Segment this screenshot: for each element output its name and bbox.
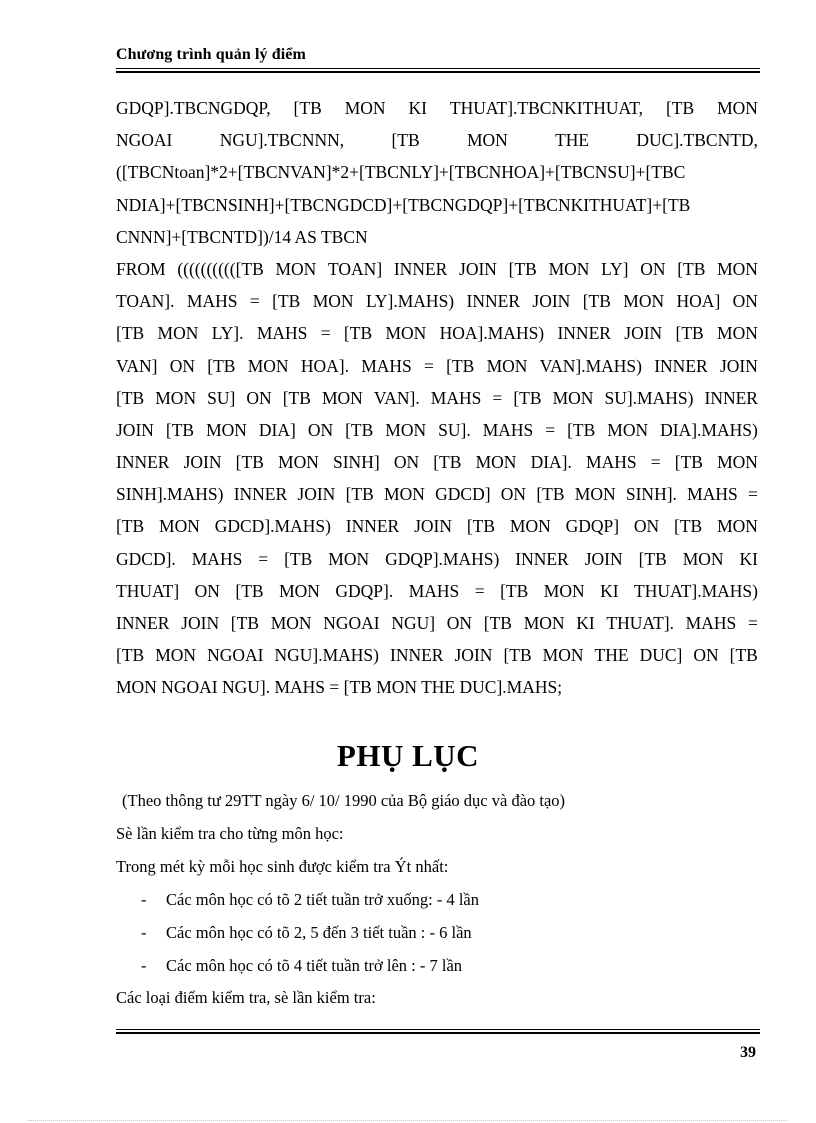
sql-word: [TB [235,452,264,473]
sql-word: = [650,452,661,473]
sql-word: MON NGOAI NGU]. MAHS = [TB MON THE DUC].MAHS; [116,677,563,698]
sql-word: SINH] [333,452,380,473]
sql-word: INNER [116,452,170,473]
sql-line [116,285,758,317]
sql-word: MON [552,387,594,408]
list-item [141,923,472,943]
sql-word: KI [408,98,427,118]
sql-word: DIA]. [530,452,572,473]
sql-word: ([TBCNtoan]*2+[TBCNVAN]*2+[TBCNLY]+[TBCNHOA]+[TBCNSU]+[TBC [116,162,686,183]
sql-word: = [320,323,331,344]
sql-line [116,350,758,382]
bullet-text: Các môn học có tõ 2 tiết tuần trở xuống: - 4 lần [166,890,479,909]
sql-word: [TB [536,484,565,505]
sql-line [116,446,758,478]
sql-word: MON [509,516,551,537]
sql-word: MON [466,130,508,151]
sql-word: NGOAI [323,613,380,633]
sql-word: MON [543,580,585,601]
sql-word: MON [155,645,197,666]
sql-word: MON [475,452,517,473]
sql-word: MON [247,355,289,376]
sql-word: JOIN [414,516,452,537]
sql-word: INNER [393,258,448,279]
sql-word: INNER [345,516,400,537]
sql-word: [TB [235,580,264,601]
sql-word: FROM [116,258,166,279]
sql-word: MON [159,516,200,537]
sql-word: [TB [116,516,145,537]
sql-word: ON [194,580,220,601]
sql-word: CNNN]+[TBCNTD])/14 AS TBCN [116,226,368,247]
bullet-dash-icon: - [141,890,147,909]
sql-word: SU] [207,387,236,408]
sql-line [116,510,758,542]
sql-line [116,221,758,253]
sql-word: = [492,387,503,408]
sql-line [116,92,758,124]
sql-word: [TB [466,516,496,537]
sql-word: TOAN] [328,258,383,279]
sql-word: MON [682,548,724,569]
sql-word: KI [739,548,758,569]
sql-word: MAHS [586,452,637,473]
sql-word: MON [275,258,317,279]
sql-word: MON [486,355,528,376]
sql-word: ON [169,355,196,376]
sql-word: GDQP].MAHS) [385,548,500,569]
sql-word: (((((((((([TB [177,258,264,279]
sql-word: INNER [233,484,288,505]
sql-word: [TB [483,613,512,633]
sql-word: JOIN [116,419,154,440]
sql-word: INNER [466,291,520,312]
sql-word: GDCD] [435,484,491,505]
sql-word: ON [393,452,420,473]
sql-word: MON [523,613,565,633]
sql-word: [TB [391,130,420,151]
appendix-note: (Theo thông tư 29TT ngày 6/ 10/ 1990 của Bộ giáo dục và đào tạo) [122,791,566,810]
sql-line [116,478,758,510]
sql-word: [TB [508,258,537,279]
sql-word: SU].MAHS) [604,387,694,408]
sql-line [116,317,758,349]
sql-word: MAHS [687,484,738,505]
list-item [141,890,479,910]
bullet-text: Các môn học có tõ 4 tiết tuần trở lên : - 7 lần [166,956,463,975]
page-bottom-divider [28,1120,788,1121]
sql-word: ON [640,258,666,279]
running-header-title: Chương trình quản lý điểm [116,46,306,63]
sql-word: JOIN [297,484,336,505]
sql-word: KI [576,613,595,633]
sql-word: [TB [433,452,462,473]
sql-word: MON [717,258,758,279]
sql-word: [TB [446,355,475,376]
sql-word: MON [206,419,247,440]
sql-word: INNER [116,613,170,633]
sql-line [116,671,758,703]
sql-line [116,124,758,156]
sql-word: MON [270,613,312,633]
list-item [141,956,462,976]
sql-word: HOA]. [300,355,349,376]
sql-word: [TB [284,548,313,569]
sql-word: VAN]. [373,387,420,408]
sql-word: MON [607,419,649,440]
sql-word: THE [594,645,629,666]
sql-word: ON [500,484,527,505]
sql-word: LY].MAHS) [365,291,455,312]
sql-word: MON [384,484,425,505]
bullet-dash-icon: - [141,923,147,942]
sql-line [116,543,758,575]
sql-word: DIA] [258,419,296,440]
sql-word: LY]. [211,323,244,344]
appendix-title: PHỤ LỤC [336,738,480,773]
sql-word: NGOAI [207,645,264,666]
sql-word: INNER [390,645,444,666]
sql-word: [TB [293,98,322,118]
sql-line [116,253,758,285]
sql-word: VAN] [116,355,158,376]
sql-word: [TB [677,258,706,279]
sql-word: [TB [729,645,758,666]
sql-word: THUAT].MAHS) [634,580,758,601]
header-rule-bottom [116,71,760,73]
sql-word: TOAN]. [116,291,175,312]
sql-word: NGU] [391,613,436,633]
sql-word: THUAT] [116,580,180,601]
sql-word: MAHS [685,613,737,633]
sql-word: MON [548,258,590,279]
sql-word: JOIN [183,452,222,473]
sql-word: GDQP]. [335,580,394,601]
sql-word: JOIN [459,258,497,279]
sql-word: = [249,291,260,312]
sql-word: MON [717,516,758,537]
sql-word: MON [155,387,197,408]
bullet-dash-icon: - [141,956,147,975]
sql-word: GDQP] [565,516,620,537]
sql-word: = [474,580,485,601]
sql-word: MON [279,580,320,601]
sql-word: [TB [503,645,532,666]
sql-word: MAHS [430,387,482,408]
sql-line [116,382,758,414]
sql-word: JOIN [181,613,220,633]
sql-word: [TB [343,323,373,344]
sql-word: [TB [638,548,667,569]
sql-word: MON [385,419,427,440]
sql-word: [TB [282,387,311,408]
sql-word: [TB [582,291,611,312]
sql-word: ON [246,387,272,408]
sql-word: [TB [345,484,374,505]
sql-word: JOIN [454,645,493,666]
sql-word: SINH]. [625,484,677,505]
sql-line [116,189,758,221]
sql-word: [TB [345,419,374,440]
sql-word: DIA].MAHS) [660,419,758,440]
sql-word: MAHS [361,355,412,376]
sql-word: [TB [165,419,195,440]
sql-word: DUC].TBCNTD, [636,130,758,151]
sql-word: MAHS [408,580,460,601]
sql-word: MON [717,323,758,344]
sql-word: ON [307,419,334,440]
sql-word: MON [385,323,427,344]
bullet-text: Các môn học có tõ 2, 5 đến 3 tiết tuần : - 6 lần [166,923,472,942]
sql-word: THE [555,130,590,151]
sql-word: HOA] [676,291,721,312]
sql-word: MAHS [256,323,308,344]
sql-word: [TB [230,613,259,633]
sql-word: VAN].MAHS) [539,355,642,376]
sql-word: GDCD]. [116,548,176,569]
sql-word: THUAT]. [606,613,674,633]
sql-word: MON [157,323,199,344]
sql-word: GDCD].MAHS) [214,516,331,537]
sql-word: [TB [513,387,542,408]
sql-line [116,607,758,639]
sql-line [116,575,758,607]
sql-word: [TB [674,516,703,537]
sql-word: [TB [674,452,703,473]
sql-line [116,414,758,446]
page-number: 39 [740,1044,756,1061]
sql-word: MON [717,98,758,118]
sql-word: LY] [601,258,629,279]
sql-word: INNER [515,548,569,569]
exam-types-heading: Các loại điểm kiểm tra, sè lần kiểm tra: [116,988,376,1007]
sql-word: [TB [207,355,236,376]
sql-line [116,156,758,188]
sql-word: SINH].MAHS) [116,484,224,505]
sql-word: MON [344,98,386,118]
sql-word: = [747,613,758,633]
sql-word: KI [600,580,619,601]
exam-count-heading: Sè lần kiểm tra cho từng môn học: [116,824,344,843]
sql-word: MON [328,548,370,569]
sql-word: MAHS [191,548,243,569]
sql-word: MON [312,291,354,312]
sql-word: THUAT].TBCNKITHUAT, [449,98,643,118]
sql-word: INNER [654,355,708,376]
sql-word: SU]. [438,419,471,440]
sql-word: [TB [272,291,301,312]
sql-word: [TB [567,419,596,440]
sql-word: MON [542,645,584,666]
sql-word: [TB [116,645,145,666]
sql-word: MAHS [186,291,238,312]
sql-word: DUC] [639,645,683,666]
sql-word: NGU].MAHS) [274,645,379,666]
sql-word: MAHS [482,419,534,440]
sql-word: GDQP].TBCNGDQP, [116,98,271,118]
sql-word: = [748,484,758,505]
sql-word: [TB [665,98,695,118]
sql-word: MON [717,452,758,473]
sql-word: INNER [557,323,611,344]
sql-word: NGU].TBCNNN, [219,130,345,151]
sql-word: [TB [116,323,145,344]
sql-word: = [424,355,434,376]
sql-word: ON [732,291,758,312]
footer-rule-bottom [116,1032,760,1034]
sql-word: JOIN [584,548,623,569]
sql-word: ON [446,613,473,633]
sql-word: JOIN [624,323,663,344]
sql-word: MON [623,291,665,312]
sql-word: INNER [704,387,758,408]
sql-word: NGOAI [116,130,173,151]
sql-word: JOIN [719,355,758,376]
sql-word: [TB [116,387,145,408]
sql-word: [TB [675,323,704,344]
sql-query-text [116,92,758,704]
sql-word: [TB [500,580,529,601]
sql-word: ON [633,516,660,537]
footer-rule-top [116,1029,760,1030]
sql-word: = [545,419,556,440]
sql-word: MON [278,452,319,473]
sql-word: MON [321,387,363,408]
sql-line [116,639,758,671]
sql-word: = [258,548,269,569]
sql-word: ON [693,645,719,666]
sql-word: MON [574,484,616,505]
exam-minimum-line: Trong mét kỳ mỗi học sinh được kiểm tra Ýt nhất: [116,857,449,876]
sql-word: NDIA]+[TBCNSINH]+[TBCNGDCD]+[TBCNGDQP]+[TBCNKITHUAT]+[TB [116,194,691,215]
header-rule-top [116,68,760,69]
sql-word: HOA].MAHS) [439,323,545,344]
sql-word: JOIN [532,291,571,312]
